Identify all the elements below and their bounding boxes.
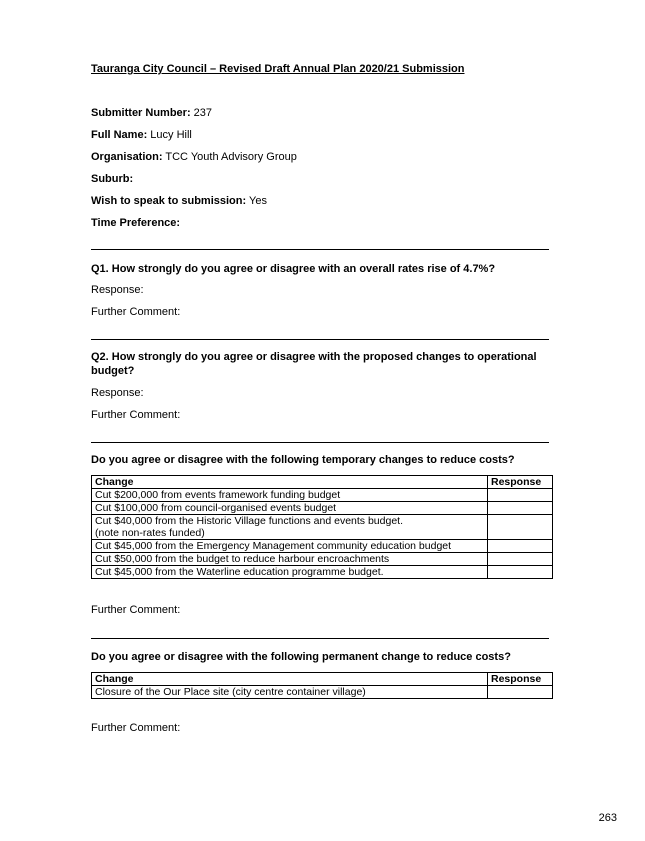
temporary-comment-label: Further Comment:: [91, 604, 181, 616]
table-row: [92, 540, 553, 553]
column-header-response: Response: [488, 476, 553, 489]
field-value: 237: [190, 107, 213, 119]
field-label: Time Preference:: [91, 217, 181, 229]
column-header-response: Response: [488, 673, 553, 686]
column-header-change: Change: [92, 673, 488, 686]
field-value: TCC Youth Advisory Group: [162, 151, 297, 163]
q1-response-label: Response:: [91, 284, 144, 296]
table-header-row: [92, 673, 553, 686]
q2-comment-label: Further Comment:: [91, 409, 181, 421]
organisation-field: [91, 151, 297, 163]
field-value: Yes: [246, 195, 267, 207]
table-row: [92, 489, 553, 502]
table-row: [92, 686, 553, 699]
page-number: 263: [598, 812, 617, 824]
submitter-number-field: [91, 107, 212, 119]
response-cell[interactable]: [488, 553, 553, 566]
response-cell[interactable]: [488, 515, 553, 540]
response-cell[interactable]: [488, 686, 553, 699]
q2-response-label: Response:: [91, 387, 144, 399]
divider: [91, 442, 549, 443]
time-preference-field: [91, 217, 180, 229]
document-title: Tauranga City Council – Revised Draft Annual Plan 2020/21 Submission: [91, 63, 465, 75]
permanent-comment-label: Further Comment:: [91, 722, 181, 734]
temporary-changes-heading: Do you agree or disagree with the following temporary changes to reduce costs?: [91, 454, 515, 466]
change-text: Cut $40,000 from the Historic Village functions and events budget.: [95, 515, 403, 527]
wish-to-speak-field: [91, 195, 267, 207]
field-label: Full Name:: [91, 129, 148, 141]
response-cell[interactable]: [488, 540, 553, 553]
change-cell: Closure of the Our Place site (city centre container village): [92, 686, 488, 699]
response-cell[interactable]: [488, 502, 553, 515]
column-header-change: Change: [92, 476, 488, 489]
response-cell[interactable]: [488, 566, 553, 579]
divider: [91, 339, 549, 340]
q1-question: Q1. How strongly do you agree or disagree with an overall rates rise of 4.7%?: [91, 263, 496, 275]
table-row: [92, 553, 553, 566]
change-cell: Cut $50,000 from the budget to reduce harbour encroachments: [92, 553, 488, 566]
field-label: Organisation:: [91, 151, 163, 163]
permanent-change-heading: Do you agree or disagree with the following permanent change to reduce costs?: [91, 651, 511, 663]
field-label: Wish to speak to submission:: [91, 195, 247, 207]
change-cell: Cut $45,000 from the Waterline education programme budget.: [92, 566, 488, 579]
suburb-field: [91, 173, 133, 185]
divider: [91, 249, 549, 250]
field-label: Submitter Number:: [91, 107, 191, 119]
change-cell: [92, 515, 488, 540]
full-name-field: [91, 129, 192, 141]
field-value: Lucy Hill: [147, 129, 192, 141]
q1-comment-label: Further Comment:: [91, 306, 181, 318]
table-row: [92, 515, 553, 540]
divider: [91, 638, 549, 639]
change-cell: Cut $200,000 from events framework funding budget: [92, 489, 488, 502]
q2-question: Q2. How strongly do you agree or disagree with the proposed changes to operational budget?: [91, 351, 537, 377]
temporary-changes-table: [91, 475, 553, 579]
change-note: (note non-rates funded): [95, 527, 205, 539]
table-row: [92, 502, 553, 515]
field-label: Suburb:: [91, 173, 134, 185]
table-row: [92, 566, 553, 579]
permanent-change-table: [91, 672, 553, 699]
change-cell: Cut $100,000 from council-organised events budget: [92, 502, 488, 515]
change-cell: Cut $45,000 from the Emergency Management community education budget: [92, 540, 488, 553]
table-header-row: [92, 476, 553, 489]
response-cell[interactable]: [488, 489, 553, 502]
